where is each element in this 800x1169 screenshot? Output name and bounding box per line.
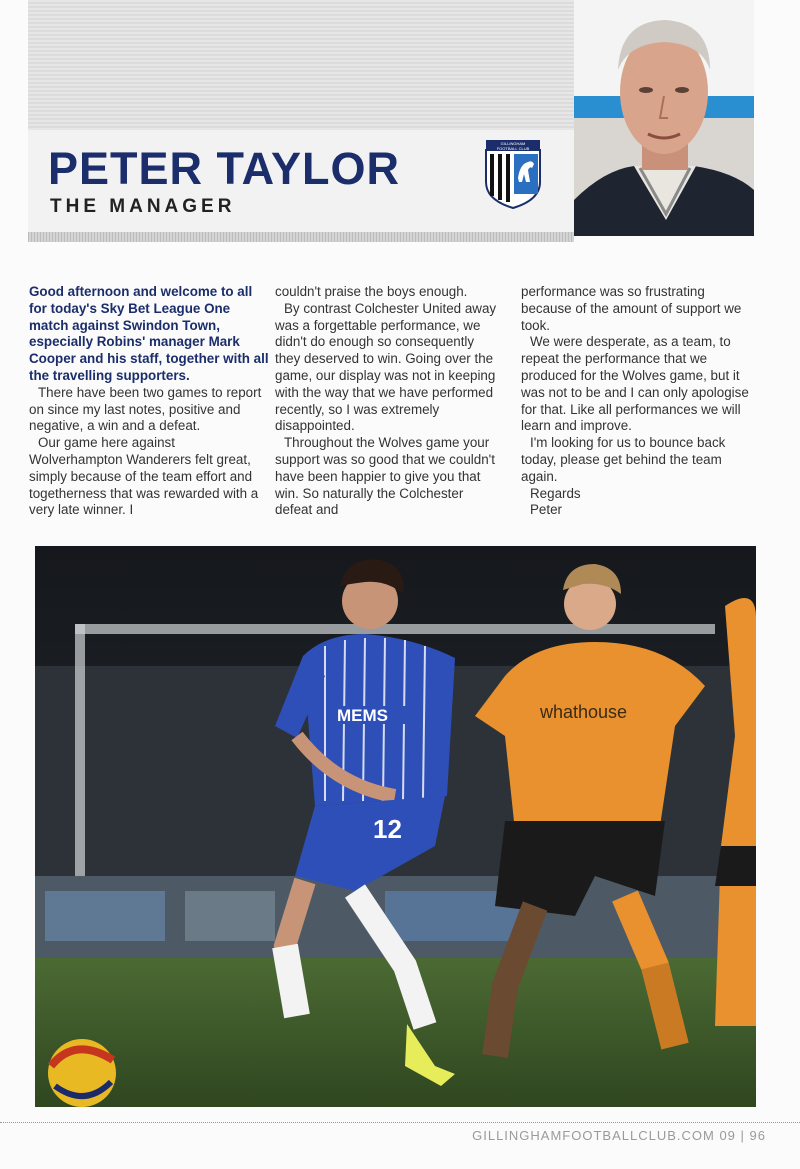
footer-page: 09 [719, 1128, 736, 1143]
article-paragraph: We were desperate, as a team, to repeat the performance that we produced for the Wolves game, but it was not to be and I can only apologise for that. Like all performances we will learn and improve. [521, 334, 749, 434]
orange-sponsor-text: whathouse [540, 702, 628, 722]
footer-issue: 96 [749, 1128, 766, 1143]
club-crest-icon [484, 138, 542, 210]
page-subtitle: THE MANAGER [50, 196, 236, 217]
manager-portrait [574, 0, 754, 236]
article-signoff: Regards [530, 485, 581, 501]
article-intro: Good afternoon and welcome to all for today's Sky Bet League One match against Swindon Town, especially Robins' manager Mark Cooper and his staff, together with all the travelling supporters. [29, 284, 269, 383]
article-paragraph: couldn't praise the boys enough. [275, 284, 468, 299]
article-paragraph: Our game here against Wolverhampton Wanderers felt great, simply because of the team effort and togetherness that was rewarded with a very late winner. I [29, 435, 259, 518]
page-footer: GILLINGHAMFOOTBALLCLUB.COM 09 | 96 [472, 1128, 766, 1143]
shirt-number: 12 [373, 814, 402, 844]
header-divider [28, 232, 574, 242]
article-paragraph: I'm looking for us to bounce back today, please get behind the team again. [521, 435, 726, 484]
article-paragraph: By contrast Colchester United away was a forgettable performance, we didn't do enough so consequently they deserved to win. Going over the game, our display was not in keeping with the way that we have performed recently, so I was extremely disappointed. [275, 300, 497, 434]
footer-site: GILLINGHAMFOOTBALLCLUB.COM [472, 1128, 715, 1143]
article-paragraph: There have been two games to report on since my last notes, positive and negative, a win and a defeat. [29, 384, 262, 434]
match-photo [35, 546, 756, 1107]
article-column-2 [275, 284, 501, 519]
match-ball-icon [48, 1039, 116, 1107]
crest-text-1: GILLINGHAM [500, 141, 526, 146]
blue-sponsor-text: MEMS [337, 706, 388, 725]
article-signature: Peter [530, 502, 563, 518]
article-column-3 [521, 284, 757, 519]
article-column-1 [29, 284, 269, 519]
article-paragraph: Throughout the Wolves game your support was so good that we couldn't have been happier to give you that win. So naturally the Colchester defeat and [275, 435, 495, 518]
article-paragraph: performance was so frustrating because of the amount of support we took. [521, 284, 742, 333]
footer-divider [0, 1122, 800, 1123]
crest-text-2: FOOTBALL CLUB [496, 146, 530, 151]
page-title: PETER TAYLOR [48, 143, 401, 194]
